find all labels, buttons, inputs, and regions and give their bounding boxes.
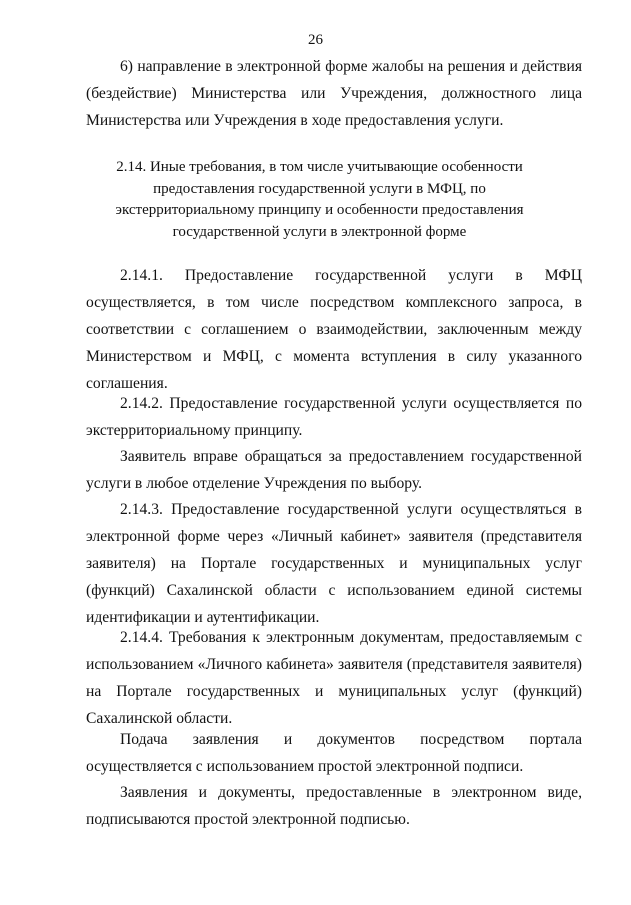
- paragraph-complaint-item: 6) направление в электронной форме жалобы на решения и действия (бездействие) Министерства или Учреждения, должностного лица Министерства или Учреждения в ходе предоставления услуги.: [86, 58, 582, 129]
- section-heading: 2.14. Иные требования, в том числе учитывающие особенности предоставления государственной услуги в МФЦ, по экстерриториальному принципу и особенности предоставления государственной услуги в электронной форме: [115, 159, 524, 240]
- paragraph-2-14-3: 2.14.3. Предоставление государственной услуги осуществляться в электронной форме через «Личный кабинет» заявителя (представителя заявителя) на Портале государственных и муниципальных услуг (функций) Сахалинской области с использованием единой системы идентификации и аутентификации.: [86, 501, 582, 626]
- paragraph-2-14-1: 2.14.1. Предоставление государственной услуги в МФЦ осуществляется, в том числе посредством комплексного запроса, в соответствии с соглашением о взаимодействии, заключенным между Министерством и МФЦ, с момента вступления в силу указанного соглашения.: [86, 267, 582, 392]
- paragraph-2-14-2: 2.14.2. Предоставление государственной услуги осуществляется по экстерриториальному принципу.: [86, 395, 582, 439]
- paragraph-2-14-4: 2.14.4. Требования к электронным документам, предоставляемым с использованием «Личного кабинета» заявителя (представителя заявителя) на Портале государственных и муниципальных услуг (функций) Сахалинской области.: [86, 629, 582, 727]
- paragraph-applicant-right: Заявитель вправе обращаться за предоставлением государственной услуги в любое отделение Учреждения по выбору.: [86, 448, 582, 492]
- paragraph-submission: Подача заявления и документов посредством портала осуществляется с использованием простой электронной подписи.: [86, 731, 582, 775]
- page-number: 26: [308, 32, 323, 48]
- paragraph-signature: Заявления и документы, предоставленные в электронном виде, подписываются простой электронной подписью.: [86, 784, 582, 828]
